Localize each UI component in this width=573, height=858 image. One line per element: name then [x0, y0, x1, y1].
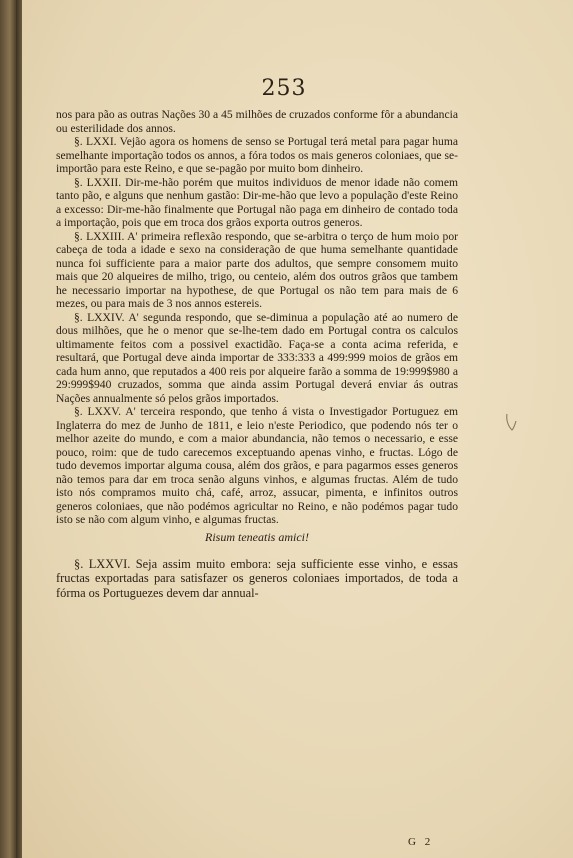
paragraph-76: §. LXXVI. Seja assim muito embora: seja sufficiente esse vinho, e essas fructas exportadas para satisfazer os generos coloniaes importados, de toda a fórma os Portuguezes devem dar annual-	[56, 557, 458, 600]
margin-pencil-mark	[504, 412, 518, 434]
signature-mark: G 2	[408, 836, 434, 848]
book-page	[22, 0, 573, 858]
latin-motto: Risum teneatis amici!	[205, 529, 309, 544]
body-text	[56, 108, 458, 600]
paragraph-continuation: nos para pão as outras Nações 30 a 45 milhões de cruzados conforme fôr a abundancia ou esterilidade dos annos.	[56, 108, 458, 135]
paragraph-74: §. LXXIV. A' segunda respondo, que se-diminua a população até ao numero de dous milhões, que he o menor que se-lhe-tem dado em Portugal contra os calculos ultimamente feitos com a possivel exactidão. Faça-se a conta acima referida, e resultará, que Portugal deve ainda importar de 333:333 a 499:999 moios de grãos em cada hum anno, que reputados a 400 reis por alqueire farão a somma de 19:999$980 a 29:999$940 cruzados, somma que ainda assim Portugal deverá enviar ás outras Nações annualmente só pelos grãos importados.	[56, 310, 458, 405]
paragraph-75: §. LXXV. A' terceira respondo, que tenho á vista o Investigador Portuguez em Inglaterra do mez de Junho de 1811, e leio n'este Periodico, que podendo nós ter o melhor azeite do mundo, e com a maior abundancia, não temos o necessario, e esse pouco, roim: que de tudo carecemos exceptuando apenas vinho, e fructas. Lógo de tudo devemos importar alguma cousa, além dos grãos, e para pagarmos esses generos não temos para dar em troca senão alguns vinhos, e algumas fructas. Além de tudo isto nós compramos muito chá, café, arroz, assucar, pimenta, e infinitos outros generos coloniaes, que não podémos agricultar no Reino, e não podémos pagar tudo isto se não com algum vinho, e algumas fructas.	[56, 405, 458, 526]
paragraph-73: §. LXXIII. A' primeira reflexão respondo, que se-arbitra o terço de hum moio por cabeça de toda a idade e sexo na consideração de que huma semelhante quantidade nunca foi sufficiente para a maior parte dos adultos, que sempre consomem muito mais que 20 alqueires de milho, trigo, ou centeio, além dos outros grãos que tambem he necessario importar na hypothese, de que Portugal os não tem para mais de 6 mezes, ou para mais de 3 nos annos estereis.	[56, 229, 458, 310]
paragraph-71: §. LXXI. Vejão agora os homens de senso se Portugal terá metal para pagar huma semelhante importação todos os annos, a fóra todos os mais generos coloniaes, que se-importão para este Reino, e que se-pagão por muito bom dinheiro.	[56, 135, 458, 175]
paragraph-72: §. LXXII. Dir-me-hão porém que muitos individuos de menor idade não comem tanto pão, e alguns que nenhum gastão: Dir-me-hão que levo a população d'este Reino a excesso: Dir-me-hão finalmente que Portugal não paga em dinheiro de contado toda a importação, pois que em troca dos grãos exporta outros generos.	[56, 175, 458, 229]
page-number: 253	[261, 76, 307, 101]
